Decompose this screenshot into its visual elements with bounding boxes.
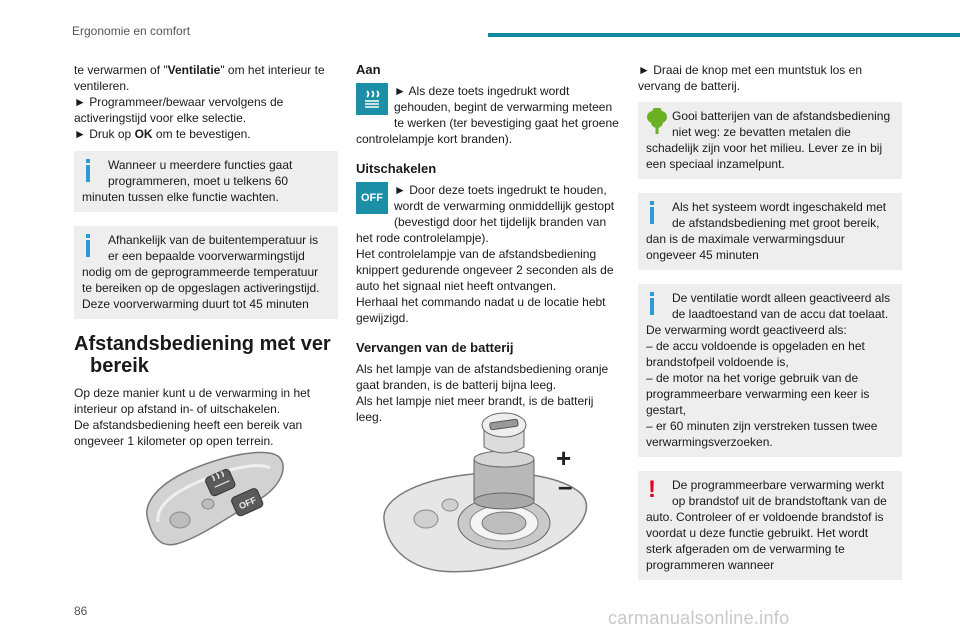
- heading-uitschakelen: Uitschakelen: [356, 161, 437, 176]
- battery-replacement-illustration: [380, 407, 610, 577]
- heading-aan: Aan: [356, 62, 381, 77]
- step-confirm: ► Druk op OK om te bevestigen.: [74, 127, 251, 141]
- info-box-ventilation: De ventilatie wordt alleen geactiveerd als de laadtoestand van de accu dat toelaat. De verwarming wordt geactiveerd als: – de accu voldoende is opgeladen en het brandstofpeil voldoende is, – de motor na het vorige gebruik van de programmeerbare verwarming een keer is gestart, – er 60 minuten zijn verstreken tussen twee verwarmingsverzoeken.: [638, 284, 902, 457]
- battery-plus-label: +: [556, 443, 572, 473]
- eco-box: Gooi batterijen van de afstandsbediening niet weg: ze bevatten metalen die schadelijk zijn voor het milieu. Lever ze in bij een speciaal inzamelpunt.: [638, 102, 902, 179]
- warning-icon: !: [648, 476, 656, 503]
- uit-paragraph-3: Herhaal het commando nadat u de locatie hebt gewijzigd.: [356, 295, 606, 325]
- section-title: Ergonomie en comfort: [72, 24, 191, 38]
- leaf-icon: [646, 108, 666, 138]
- info-icon: [646, 290, 666, 320]
- page-number: 86: [74, 604, 88, 618]
- battery-paragraph-1: Als het lampje van de afstandsbediening oranje gaat branden, is de batterij bijna leeg.: [356, 362, 609, 392]
- column-3: [638, 62, 902, 580]
- uit-paragraph-2: Het controlelampje van de afstandsbediening knippert gedurende ongeveer 2 seconden als de auto het signaal niet heeft ontvangen.: [356, 247, 614, 293]
- intro-paragraph: te verwarmen of "Ventilatie" om het interieur te ventileren.: [74, 63, 325, 93]
- info-icon: [82, 157, 102, 187]
- info-icon: [82, 232, 102, 262]
- section-heading-remote: Afstandsbediening met ver bereik: [74, 333, 331, 377]
- info-box-max-duration: Als het systeem wordt ingeschakeld met de afstandsbediening met groot bereik, dan is de maximale verwarmingsduur ongeveer 45 minuten: [638, 193, 902, 270]
- heading-battery: Vervangen van de batterij: [356, 340, 514, 355]
- remote-off-label: OFF: [237, 494, 258, 512]
- coin-instruction: ► Draai de knop met een muntstuk los en vervang de batterij.: [638, 63, 862, 93]
- heater-button-icon: [356, 83, 388, 115]
- battery-minus-label: –: [558, 471, 573, 501]
- warning-box-fuel: ! De programmeerbare verwarming werkt op brandstof uit de brandstoftank van de auto. Controleer of er voldoende brandstof is voordat u deze functie gebruikt. Het wordt sterk afgeraden om de verwarming te programmeren wanneer: [638, 471, 902, 580]
- remote-paragraph-2: De afstandsbediening heeft een bereik van ongeveer 1 kilometer op open terrein.: [74, 418, 303, 448]
- off-button-icon: OFF: [356, 182, 388, 214]
- info-icon: [646, 199, 666, 229]
- column-2: [356, 62, 622, 501]
- watermark: carmanualsonline.info: [608, 608, 790, 628]
- header-accent-bar: [488, 33, 960, 37]
- remote-paragraph-1: Op deze manier kunt u de verwarming in het interieur op afstand in- of uitschakelen.: [74, 386, 311, 416]
- info-box-multiple-functions: Wanneer u meerdere functies gaat programmeren, moet u telkens 60 minuten tussen elke functie wachten.: [74, 151, 338, 212]
- aan-block: ► Als deze toets ingedrukt wordt gehouden, begint de verwarming meteen te werken (ter bevestiging gaat het groene controlelampje kort branden).: [356, 84, 619, 146]
- column-1: [74, 62, 338, 512]
- step-program: ► Programmeer/bewaar vervolgens de activeringstijd voor elke selectie.: [74, 95, 284, 125]
- battery-paragraph-2: Als het lampje niet meer brandt, is de batterij leeg.: [356, 394, 594, 424]
- remote-control-illustration: [140, 442, 290, 552]
- info-box-preheat: Afhankelijk van de buitentemperatuur is er een bepaalde voorverwarmingstijd nodig om de geprogrammeerde temperatuur te bereiken op de opgeslagen activeringstijd. Deze voorverwarming duurt tot 45 minuten: [74, 226, 338, 319]
- uit-block: OFF ► Door deze toets ingedrukt te houden, wordt de verwarming onmiddellijk gestopt (bevestigd door het tijdelijk branden van het rode controlelampje).: [356, 183, 615, 245]
